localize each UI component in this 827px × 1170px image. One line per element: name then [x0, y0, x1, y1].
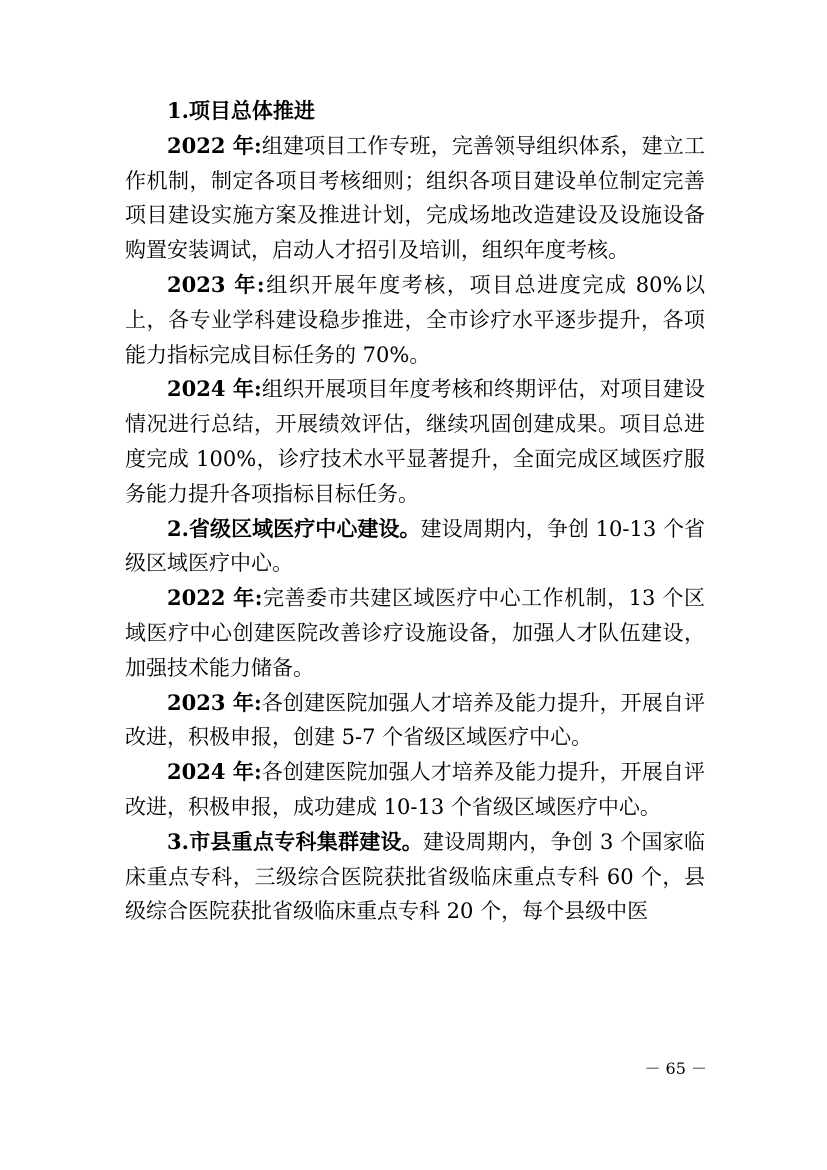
section-2-paragraph — [125, 512, 705, 582]
section-2-paragraph-2024 — [125, 755, 705, 825]
section-heading-2: 2.省级区域医疗中心建设。 — [167, 515, 421, 541]
year-label: 2022 年: — [167, 132, 262, 158]
paragraph-2023 — [125, 268, 705, 372]
year-label: 2023 年: — [167, 271, 265, 297]
year-label: 2024 年: — [167, 759, 262, 785]
paragraph-text: 组建项目工作专班，完善领导组织体系，建立工作机制，制定各项目考核细则；组织各项目建设单位制定完善项目建设实施方案及推进计划，完成场地改造建设及设施设备购置安装调试，启动人才招引及培训，组织年度考核。 — [125, 133, 706, 263]
paragraph-2024 — [125, 372, 705, 511]
paragraph-text: 组织开展项目年度考核和终期评估，对项目建设情况进行总结，开展绩效评估，继续巩固创建成果。项目总进度完成 100%，诊疗技术水平显著提升，全面完成区域医疗服务能力提升各项指标目标任务。 — [125, 377, 706, 506]
document-body — [125, 94, 705, 929]
year-label: 2023 年: — [167, 689, 262, 715]
paragraph-text: 各创建医院加强人才培养及能力提升，开展自评改进，积极申报，成功建成 10-13 个省级区域医疗中心。 — [125, 760, 706, 819]
section-heading-1: 1.项目总体推进 — [167, 98, 315, 123]
paragraph-text: 建设周期内，争创 10-13 个省级区域医疗中心。 — [125, 516, 706, 576]
section-2-paragraph-2022 — [125, 581, 705, 685]
section-heading-3: 3.市县重点专科集群建设。 — [167, 828, 423, 854]
paragraph-text: 组织开展年度考核，项目总进度完成 80%以上，各专业学科建设稳步推进，全市诊疗水平逐步提升，各项能力指标完成目标任务的 70%。 — [125, 272, 705, 367]
paragraph-2022 — [125, 129, 705, 268]
section-2-paragraph-2023 — [125, 686, 705, 756]
year-label: 2024 年: — [167, 376, 262, 402]
section-3-paragraph — [125, 825, 705, 929]
page-number: － 65 － — [644, 1059, 707, 1078]
paragraph-text: 建设周期内，争创 3 个国家临床重点专科，三级综合医院获批省级临床重点专科 60 个，县级综合医院获批省级临床重点专科 20 个，每个县级中医 — [125, 829, 706, 924]
paragraph-text: 各创建医院加强人才培养及能力提升，开展自评改进，积极申报，创建 5-7 个省级区域医疗中心。 — [125, 690, 706, 750]
paragraph-text: 完善委市共建区域医疗中心工作机制，13 个区域医疗中心创建医院改善诊疗设施设备，加强人才队伍建设，加强技术能力储备。 — [125, 586, 705, 680]
year-label: 2022 年: — [167, 585, 263, 611]
